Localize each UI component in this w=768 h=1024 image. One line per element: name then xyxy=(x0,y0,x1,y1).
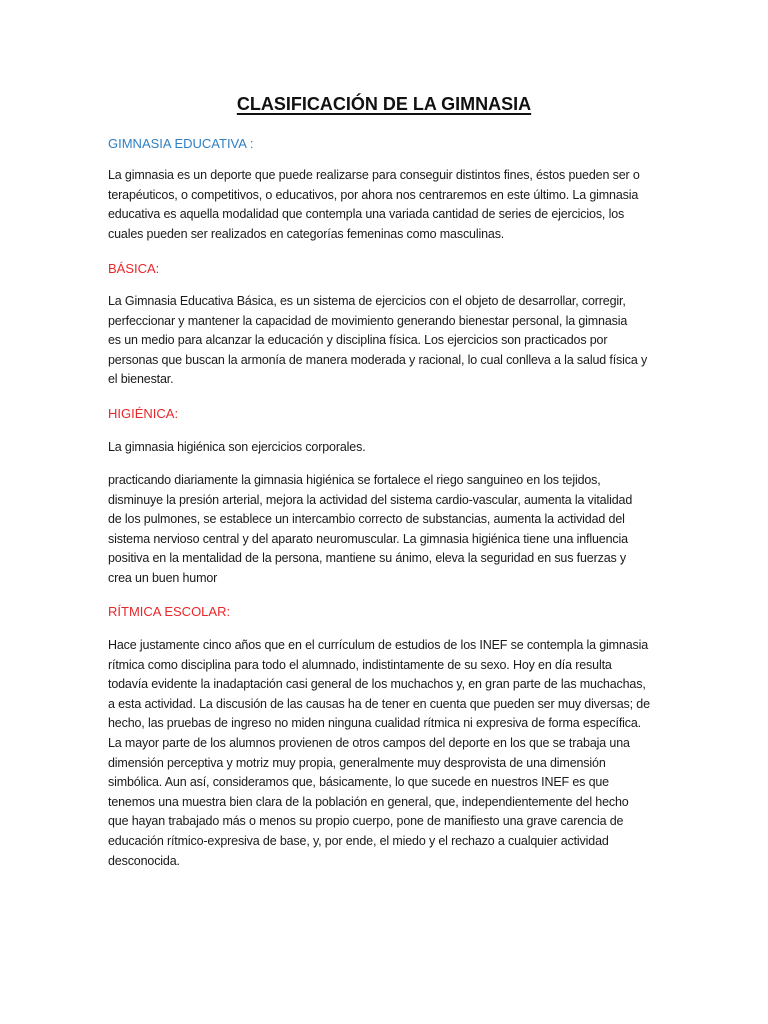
section-heading-gimnasia-educativa: GIMNASIA EDUCATIVA : xyxy=(108,136,254,151)
paragraph-line: que hayan trabajado más o menos su propio cuerpo, pone de manifiesto una grave carencia de xyxy=(108,814,624,829)
paragraph-line: es un medio para alcanzar la educación y disciplina física. Los ejercicios son practicados por xyxy=(108,333,608,348)
section-heading-higienica: HIGIÉNICA: xyxy=(108,406,179,421)
document-title xyxy=(0,92,768,116)
paragraph-line: disminuye la presión arterial, mejora la actividad del sistema cardio-vascular, aumenta la vitalidad xyxy=(108,492,633,507)
paragraph-line: educativa es aquella modalidad que contempla una variada cantidad de series de ejercicios, los xyxy=(108,207,625,222)
paragraph-line: perfeccionar y mantener la capacidad de movimiento generando bienestar personal, la gimnasia xyxy=(108,313,628,328)
paragraph-gimnasia-educativa xyxy=(108,166,660,244)
paragraph-higienica xyxy=(108,471,660,589)
section-heading-basica: BÁSICA: xyxy=(108,261,160,276)
paragraph-line: rítmica como disciplina para todo el alumnado, indistintamente de su sexo. Hoy en día resulta xyxy=(108,657,612,672)
paragraph-line: La mayor parte de los alumnos provienen de otros campos del deporte en los que se trabaja una xyxy=(108,735,630,750)
paragraph-line: Hace justamente cinco años que en el currículum de estudios de los INEF se contempla la gimnasia xyxy=(108,638,649,652)
paragraph-line: La gimnasia higiénica son ejercicios corporales. xyxy=(108,440,366,454)
paragraph-line: dimensión perceptiva y motriz muy propia, generalmente muy desprovista de una dimensión xyxy=(108,755,606,770)
paragraph-line: hecho, las pruebas de ingreso no miden ninguna cualidad rítmica ni expresiva de forma específica. xyxy=(108,716,641,731)
section-heading-ritmica-escolar: RÍTMICA ESCOLAR: xyxy=(108,604,231,619)
paragraph-line: el bienestar. xyxy=(108,372,174,387)
paragraph-line: terapéuticos, o competitivos, o educativos, por ahora nos centraremos en este último. La gimnasia xyxy=(108,187,639,202)
paragraph-line: educación rítmico-expresiva de base, y, por ende, el miedo y el rechazo a cualquier actividad xyxy=(108,833,609,848)
paragraph-line: crea un buen humor xyxy=(108,570,218,585)
paragraph-line: desconocida. xyxy=(108,853,180,868)
document-title-text: CLASIFICACIÓN DE LA GIMNASIA xyxy=(236,94,532,114)
paragraph-line: de los pulmones, se establece un intercambio correcto de substancias, aumenta la actividad del xyxy=(108,512,625,527)
paragraph-line: La gimnasia es un deporte que puede realizarse para conseguir distintos fines, éstos pueden ser o xyxy=(108,168,640,182)
paragraph-line: positiva en la mentalidad de la persona, mantiene su ánimo, eleva la seguridad en sus fuerzas y xyxy=(108,551,627,566)
paragraph-line: personas que buscan la armonía de manera moderada y racional, lo cual conlleva a la salud física y xyxy=(108,352,648,367)
paragraph-higienica-intro xyxy=(108,438,660,458)
paragraph-ritmica-escolar xyxy=(108,636,660,871)
paragraph-line: simbólica. Aun así, consideramos que, básicamente, lo que sucede en nuestros INEF es que xyxy=(108,775,609,790)
paragraph-basica xyxy=(108,292,660,390)
paragraph-line: La Gimnasia Educativa Básica, es un sistema de ejercicios con el objeto de desarrollar, corregir, xyxy=(108,294,626,308)
paragraph-line: tenemos una muestra bien clara de la población en general, que, independientemente del hecho xyxy=(108,794,629,809)
paragraph-line: cuales pueden ser realizados en categorías femeninas como masculinas. xyxy=(108,226,505,241)
paragraph-line: practicando diariamente la gimnasia higiénica se fortalece el riego sanguineo en los tejidos, xyxy=(108,473,601,487)
paragraph-line: todavía evidente la inadaptación casi general de los muchachos y, en gran parte de las muchachas, xyxy=(108,677,646,692)
paragraph-line: sistema nervioso central y del aparato neuromuscular. La gimnasia higiénica tiene una influencia xyxy=(108,531,628,546)
paragraph-line: a esta actividad. La discusión de las causas ha de tener en cuenta que pueden ser muy diversas; de xyxy=(108,696,650,711)
